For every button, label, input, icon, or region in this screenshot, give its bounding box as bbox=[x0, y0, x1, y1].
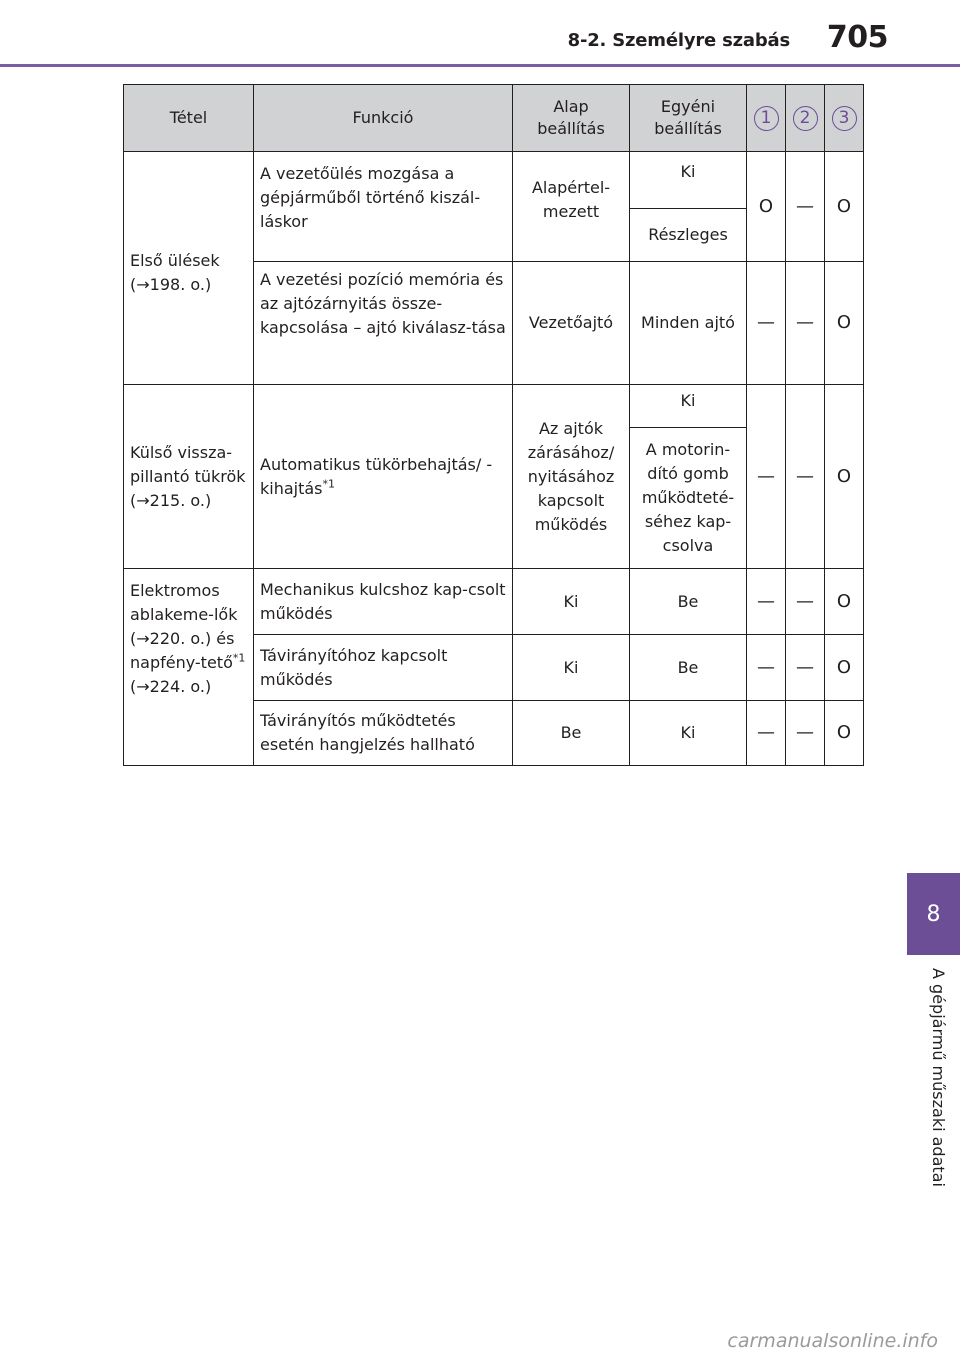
function-cell: A vezetőülés mozgása a gépjárműből történő kiszál-láskor bbox=[254, 152, 513, 262]
method-3-cell: O bbox=[825, 701, 864, 766]
custom-cell: Ki bbox=[630, 152, 747, 209]
method-3-cell: O bbox=[825, 385, 864, 569]
item-page-ref: (→224. o.) bbox=[130, 677, 212, 696]
default-cell: Vezetőajtó bbox=[513, 262, 630, 385]
header-default: Alap beállítás bbox=[513, 85, 630, 152]
function-cell: A vezetési pozíció memória és az ajtózárnyitás össze-kapcsolása – ajtó kiválasz-tása bbox=[254, 262, 513, 385]
circle-3-icon: 3 bbox=[832, 106, 857, 131]
method-2-cell: — bbox=[786, 569, 825, 635]
method-3-cell: O bbox=[825, 152, 864, 262]
default-cell: Be bbox=[513, 701, 630, 766]
method-1-cell: — bbox=[747, 701, 786, 766]
method-2-cell: — bbox=[786, 262, 825, 385]
function-cell: Távirányítóhoz kapcsolt működés bbox=[254, 635, 513, 701]
item-text: Elektromos ablakeme-lők (→220. o.) és napfény-tető bbox=[130, 581, 238, 672]
chapter-title: A gépjármű műszaki adatai bbox=[929, 968, 948, 1187]
item-first-seats: Első ülések (→198. o.) bbox=[124, 152, 254, 385]
item-power-windows bbox=[124, 569, 254, 766]
custom-cell: Részleges bbox=[630, 209, 747, 262]
customization-table bbox=[123, 84, 864, 766]
header-divider bbox=[0, 64, 960, 67]
table-row bbox=[124, 152, 864, 209]
table-row bbox=[124, 385, 864, 428]
method-2-cell: — bbox=[786, 635, 825, 701]
watermark: carmanualsonline.info bbox=[727, 1330, 938, 1352]
method-1-cell: O bbox=[747, 152, 786, 262]
default-cell: Ki bbox=[513, 635, 630, 701]
item-mirrors: Külső vissza-pillantó tükrök (→215. o.) bbox=[124, 385, 254, 569]
function-text: Automatikus tükörbehajtás/ -kihajtás bbox=[260, 454, 493, 498]
method-3-cell: O bbox=[825, 635, 864, 701]
header-custom: Egyéni beállítás bbox=[630, 85, 747, 152]
header-method-1 bbox=[747, 85, 786, 152]
custom-cell: Minden ajtó bbox=[630, 262, 747, 385]
circle-1-icon: 1 bbox=[754, 106, 779, 131]
page-header bbox=[0, 0, 960, 64]
method-3-cell: O bbox=[825, 569, 864, 635]
header-function: Funkció bbox=[254, 85, 513, 152]
default-cell: Az ajtók zárásához/ nyitásához kapcsolt működés bbox=[513, 385, 630, 569]
function-cell: Távirányítós működtetés esetén hangjelzés hallható bbox=[254, 701, 513, 766]
default-cell: Ki bbox=[513, 569, 630, 635]
page-number: 705 bbox=[826, 20, 888, 55]
header-item: Tétel bbox=[124, 85, 254, 152]
method-2-cell: — bbox=[786, 701, 825, 766]
method-1-cell: — bbox=[747, 569, 786, 635]
header-method-2 bbox=[786, 85, 825, 152]
footnote-marker: *1 bbox=[232, 651, 246, 665]
table-header-row bbox=[124, 85, 864, 152]
footnote-marker: *1 bbox=[322, 477, 336, 491]
custom-cell: Be bbox=[630, 635, 747, 701]
method-2-cell: — bbox=[786, 385, 825, 569]
custom-cell: Ki bbox=[630, 385, 747, 428]
custom-cell: A motorin-dító gomb működteté-séhez kap-csolva bbox=[630, 428, 747, 569]
custom-cell: Be bbox=[630, 569, 747, 635]
method-1-cell: — bbox=[747, 262, 786, 385]
method-1-cell: — bbox=[747, 385, 786, 569]
table-row bbox=[124, 569, 864, 635]
custom-cell: Ki bbox=[630, 701, 747, 766]
header-method-3 bbox=[825, 85, 864, 152]
section-title: 8-2. Személyre szabás bbox=[567, 30, 790, 51]
method-1-cell: — bbox=[747, 635, 786, 701]
method-3-cell: O bbox=[825, 262, 864, 385]
function-cell bbox=[254, 385, 513, 569]
circle-2-icon: 2 bbox=[793, 106, 818, 131]
default-cell: Alapértel-mezett bbox=[513, 152, 630, 262]
method-2-cell: — bbox=[786, 152, 825, 262]
function-cell: Mechanikus kulcshoz kap-csolt működés bbox=[254, 569, 513, 635]
chapter-tab[interactable]: 8 bbox=[907, 873, 960, 955]
